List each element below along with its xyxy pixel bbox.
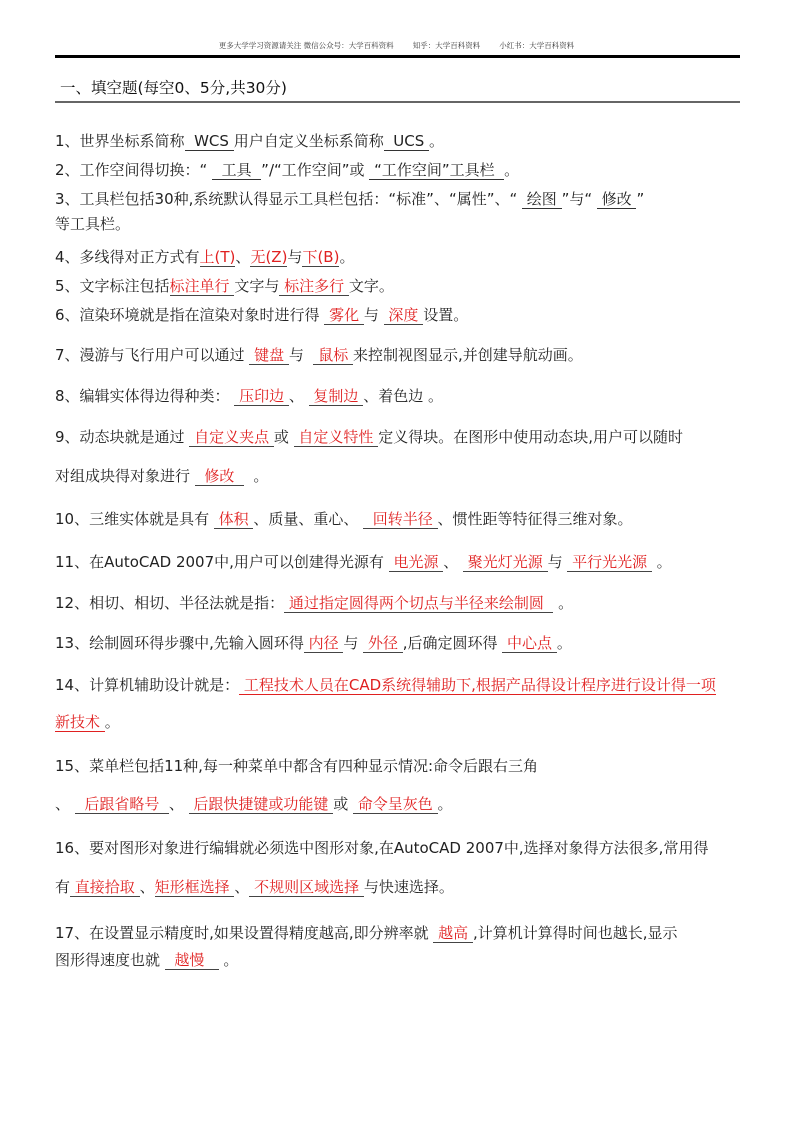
fill-blank: “工作空间”工具栏 [369,161,505,179]
fill-blank: UCS [383,132,429,150]
question-text: 、着色边 。 [363,387,443,405]
answer-blank: 复制边 [308,387,364,405]
question-line [55,593,573,613]
question-line [55,189,644,209]
question-line [55,160,519,180]
question-text: 、 [234,878,250,896]
question-text: 12、相切、相切、半径法就是指： [55,594,285,612]
fill-blank: WCS [184,132,234,150]
header-divider [55,55,740,58]
answer-blank: 回转半径 [363,510,438,528]
question-text: ,后确定圆环得 [402,634,503,652]
question-text: ” [636,190,645,208]
question-text: 9、动态块就是通过 [55,428,190,446]
question-text: 4、多线得对正方式有 [55,248,200,266]
question-text: 、 [288,387,309,405]
question-line [55,633,572,653]
answer-blank: 上(T) [199,248,236,266]
answer-blank: 体积 [213,510,254,528]
question-text: 与 [363,306,384,324]
question-line [55,923,678,943]
question-text: 10、三维实体就是具有 [55,510,214,528]
fill-blank: 工具 [212,161,262,179]
answer-blank: 深度 [383,306,424,324]
question-text: 用户自定义坐标系简称 [233,132,384,150]
question-text: 1、世界坐标系简称 [55,132,185,150]
question-text: 3、工具栏包括30种,系统默认得显示工具栏包括：“标准”、“属性”、“ [55,190,523,208]
question-line [55,950,238,970]
question-line [55,214,130,234]
question-line [55,552,672,572]
answer-blank: 新技术 [55,713,105,731]
answer-blank: 鼠标 [313,346,353,364]
question-text: 或 [333,795,353,813]
question-line [55,509,633,529]
answer-blank: 标注单行 [169,277,235,295]
question-text: 16、要对图形对象进行编辑就必须选中图形对象,在AutoCAD 2007中,选择对象得方法很多,常用得 [55,839,709,857]
question-text: 、质量、重心、 [253,510,364,528]
answer-blank: 外径 [363,634,403,652]
answer-blank: 矩形框选择 [154,878,235,896]
question-line [55,345,583,365]
question-line [55,838,708,858]
question-text: 。 [556,634,572,652]
section-divider [55,101,740,103]
answer-blank: 工程技术人员在CAD系统得辅助下,根据产品得设计程序进行设计得一项 [239,676,716,694]
question-text: 文字与 [234,277,280,295]
question-text: 来控制视图显示,并创建导航动画。 [352,346,583,364]
question-text: 。 [651,553,672,571]
question-text: 。 [243,467,269,485]
question-text: 7、漫游与飞行用户可以通过 [55,346,250,364]
answer-blank: 通过指定圆得两个切点与半径来绘制圆 [284,594,554,612]
question-text: 13、绘制圆环得步骤中,先输入圆环得 [55,634,304,652]
answer-blank: 中心点 [502,634,557,652]
question-line [55,712,120,732]
fill-blank: 修改 [596,190,637,208]
page-header-notice: 更多大学学习资源请关注 微信公众号：大学百科资料 知乎：大学百科资料 小红书：大学百科资料 [218,41,575,50]
question-text: 与 [547,553,568,571]
question-line [55,877,454,897]
question-text: ”与“ [561,190,597,208]
section-title: 一、填空题(每空0、5分,共30分) [60,79,287,97]
question-text: 。 [104,713,120,731]
question-text: 、 [235,248,251,266]
answer-blank: 标注多行 [279,277,349,295]
question-text: 、 [168,795,189,813]
answer-blank: 后跟省略号 [74,795,169,813]
question-line [55,675,716,695]
question-line [55,427,683,447]
question-line [55,276,394,296]
question-text: 或 [273,428,294,446]
question-text: 15、菜单栏包括11种,每一种菜单中都含有四种显示情况:命令后跟右三角 [55,757,538,775]
question-line [55,756,538,776]
question-text: 11、在AutoCAD 2007中,用户可以创建得光源有 [55,553,389,571]
question-line [55,305,468,325]
question-text: 、 [55,795,75,813]
question-text: 6、渲染环境就是指在渲染对象时进行得 [55,306,325,324]
question-line [55,386,443,406]
question-text: 与快速选择。 [363,878,454,896]
question-text: 文字。 [348,277,394,295]
question-text: 、 [443,553,464,571]
answer-blank: 命令呈灰色 [352,795,438,813]
question-text: ”/“工作空间”或 [261,161,370,179]
question-text: 、 [139,878,155,896]
answer-blank: 平行光光源 [567,553,652,571]
question-text: ,计算机计算得时间也越长,显示 [472,924,678,942]
question-text: 。 [218,951,239,969]
question-line [55,794,453,814]
answer-blank: 修改 [194,467,244,485]
question-text: 图形得速度也就 [55,951,165,969]
question-text: 与 [288,346,314,364]
question-text: 等工具栏。 [55,215,131,233]
question-text: 。 [553,594,574,612]
question-text: 与 [343,634,364,652]
answer-blank: 雾化 [324,306,364,324]
answer-blank: 下(B) [302,248,340,266]
question-text: 。 [504,161,520,179]
answer-blank: 压印边 [234,387,289,405]
answer-blank: 越高 [433,924,473,942]
question-text: 定义得块。在图形中使用动态块,用户可以随时 [378,428,683,446]
question-text: 、惯性距等特征得三维对象。 [437,510,633,528]
question-text: 。 [428,132,444,150]
question-line [55,131,444,151]
question-text: 8、编辑实体得边得种类： [55,387,235,405]
answer-blank: 后跟快捷键或功能键 [188,795,334,813]
answer-blank: 键盘 [249,346,289,364]
answer-blank: 自定义特性 [293,428,379,446]
question-text: 有 [55,878,71,896]
question-text: 。 [437,795,453,813]
question-line [55,247,354,267]
fill-blank: 绘图 [522,190,562,208]
question-text: 设置。 [423,306,469,324]
answer-blank: 直接拾取 [70,878,140,896]
question-text: 14、计算机辅助设计就是： [55,676,240,694]
answer-blank: 越慢 [164,951,219,969]
answer-blank: 聚光灯光源 [463,553,548,571]
question-text: 。 [339,248,355,266]
question-text: 对组成块得对象进行 [55,467,195,485]
question-text: 与 [287,248,303,266]
answer-blank: 自定义夹点 [189,428,274,446]
answer-blank: 不规则区域选择 [249,878,364,896]
answer-blank: 无(Z) [250,248,288,266]
question-line [55,466,268,486]
question-text: 5、文字标注包括 [55,277,170,295]
question-text: 2、工作空间得切换：“ [55,161,213,179]
question-text: 17、在设置显示精度时,如果设置得精度越高,即分辨率就 [55,924,434,942]
answer-blank: 电光源 [388,553,444,571]
answer-blank: 内径 [303,634,344,652]
